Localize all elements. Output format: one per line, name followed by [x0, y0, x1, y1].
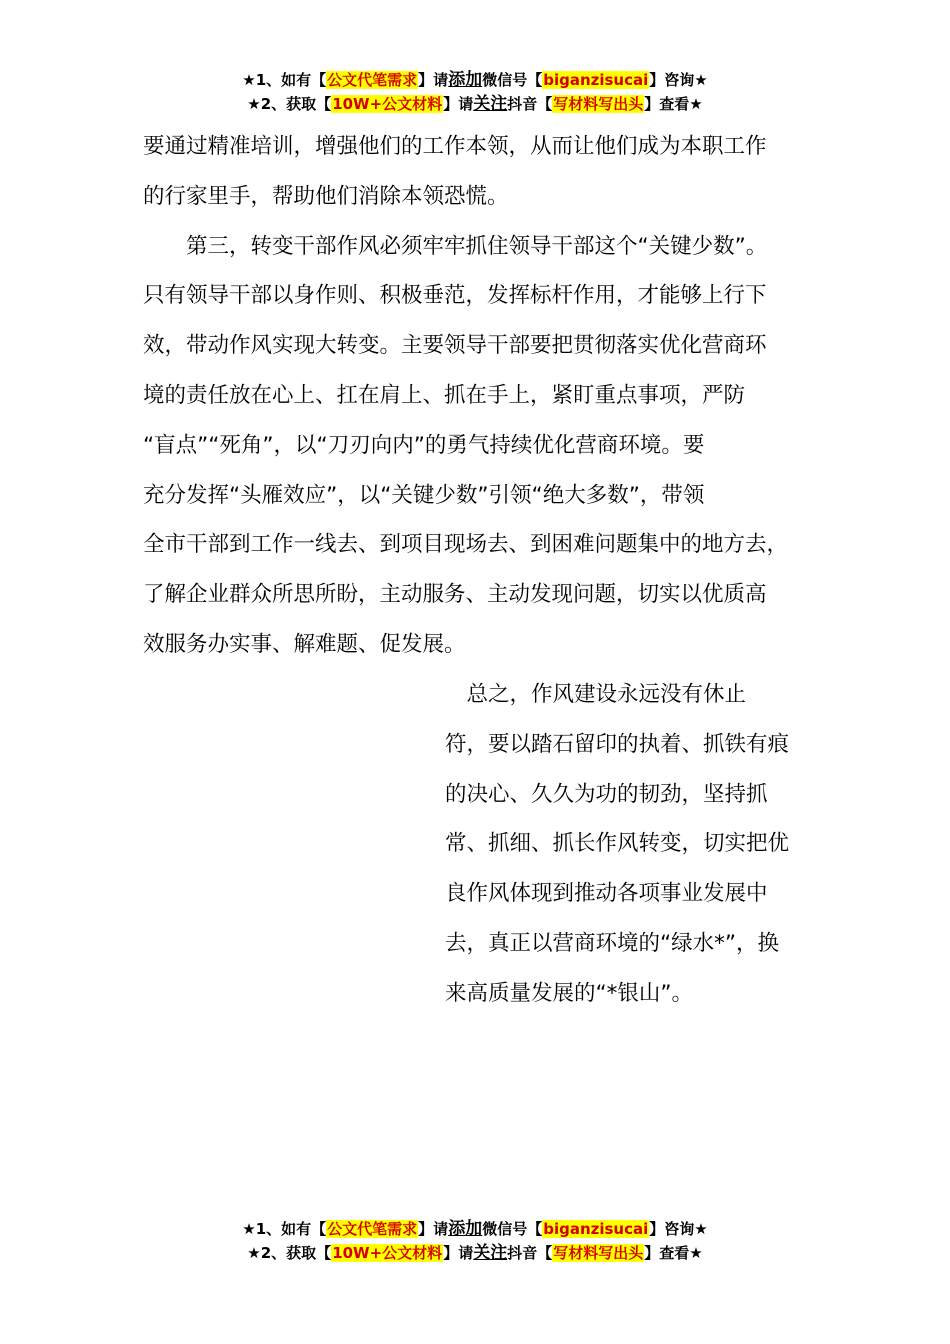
- header-promo-line-1: [0, 68, 950, 92]
- body-line: 效服务办实事、解难题、促发展。: [143, 631, 466, 657]
- promo-text: ★2、获取【: [247, 95, 332, 113]
- promo-text: ★2、获取【: [247, 1244, 332, 1262]
- document-body: [143, 122, 843, 670]
- header-promo: [0, 68, 950, 116]
- footer-promo: [0, 1217, 950, 1265]
- body-line: 要通过精准培训，增强他们的工作本领，从而让他们成为本职工作: [143, 134, 767, 159]
- body-line: 了解企业群众所思所盼，主动服务、主动发现问题，切实以优质高: [143, 582, 767, 608]
- body-line: 第三，转变干部作风必须牢牢抓住领导干部这个“关键少数”。: [143, 233, 768, 259]
- promo-text: ★1、如有【: [242, 1220, 327, 1238]
- promo-text: 】请: [443, 95, 474, 113]
- promo-text: 】请: [418, 71, 449, 89]
- promo-emphasis: 关注: [473, 1243, 508, 1263]
- promo-emphasis: 添加: [448, 70, 483, 90]
- promo-text: 】查看★: [644, 95, 703, 113]
- promo-text: ★1、如有【: [242, 71, 327, 89]
- closing-line: 良作风体现到推动各项事业发展中: [445, 881, 768, 907]
- promo-highlight-wechat-id: biganzisucai: [543, 1220, 649, 1238]
- closing-line: 来高质量发展的“*银山”。: [445, 980, 694, 1006]
- promo-text: 抖音【: [507, 95, 553, 113]
- promo-highlight-douyin-id: 写材料写出头: [553, 95, 644, 113]
- closing-line: 总之，作风建设永远没有休止: [445, 682, 747, 707]
- promo-text: 抖音【: [507, 1244, 553, 1262]
- promo-text: 微信号【: [482, 71, 543, 89]
- body-line: 效，带动作风实现大转变。主要领导干部要把贯彻落实优化营商环: [143, 333, 767, 359]
- body-line: 全市干部到工作一线去、到项目现场去、到困难问题集中的地方去，: [143, 532, 789, 558]
- promo-highlight-douyin-id: 写材料写出头: [553, 1244, 644, 1262]
- closing-line: 的决心、久久为功的韧劲，坚持抓: [445, 781, 768, 807]
- footer-promo-line-2: [0, 1241, 950, 1265]
- promo-highlight-wechat-id: biganzisucai: [543, 71, 649, 89]
- promo-text: 】咨询★: [649, 71, 708, 89]
- promo-text: 】请: [418, 1220, 449, 1238]
- body-line: 的行家里手，帮助他们消除本领恐慌。: [143, 183, 509, 209]
- footer-promo-line-1: [0, 1217, 950, 1241]
- closing-line: 符，要以踏石留印的执着、抓铁有痕: [445, 731, 790, 757]
- promo-text: 微信号【: [482, 1220, 543, 1238]
- body-line: “盲点”“死角”，以“刀刃向内”的勇气持续优化营商环境。要: [143, 432, 705, 458]
- header-promo-line-2: [0, 92, 950, 116]
- promo-text: 】请: [443, 1244, 474, 1262]
- closing-line: 常、抓细、抓长作风转变，切实把优: [445, 831, 790, 857]
- body-line: 只有领导干部以身作则、积极垂范，发挥标杆作用，才能够上行下: [143, 283, 767, 309]
- promo-text: 】查看★: [644, 1244, 703, 1262]
- body-line: 境的责任放在心上、扛在肩上、抓在手上，紧盯重点事项，严防: [143, 382, 746, 408]
- promo-highlight: 公文代笔需求: [327, 1220, 418, 1238]
- promo-highlight: 10W+公文材料: [332, 95, 443, 113]
- promo-text: 】咨询★: [649, 1220, 708, 1238]
- promo-emphasis: 关注: [473, 94, 508, 114]
- promo-emphasis: 添加: [448, 1219, 483, 1239]
- promo-highlight: 公文代笔需求: [327, 71, 418, 89]
- closing-paragraph: [445, 670, 825, 1019]
- promo-highlight: 10W+公文材料: [332, 1244, 443, 1262]
- body-line: 充分发挥“头雁效应”，以“关键少数”引领“绝大多数”，带领: [143, 482, 705, 508]
- closing-line: 去，真正以营商环境的“绿水*”，换: [445, 930, 780, 956]
